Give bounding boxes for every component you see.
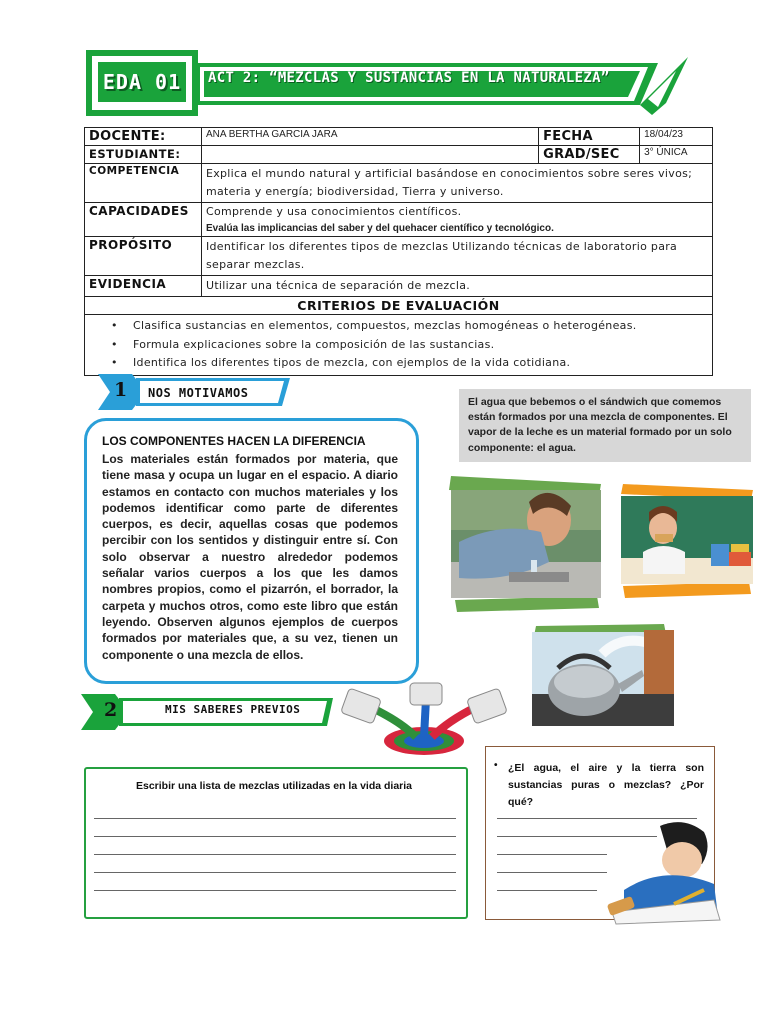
fecha-label: FECHA — [539, 128, 640, 146]
criterio-item: • Clasifica sustancias en elementos, compuestos, mezclas homogéneas o heterogéneas. — [133, 317, 712, 336]
evidencia-value: Utilizar una técnica de separación de mezcla. — [201, 276, 712, 297]
answer-line[interactable] — [94, 854, 456, 855]
answer-line[interactable] — [94, 872, 456, 873]
activity-title: ACT 2: “MEZCLAS Y SUSTANCIAS EN LA NATURALEZA” — [208, 70, 610, 86]
answer-line[interactable] — [497, 818, 697, 819]
answer-line[interactable] — [94, 890, 456, 891]
answer-line[interactable] — [497, 872, 607, 873]
criterio-item: • Identifica los diferentes tipos de mezcla, con ejemplos de la vida cotidiana. — [133, 354, 712, 373]
section2-number: 2 — [104, 699, 118, 721]
proposito-value: Identificar los diferentes tipos de mezclas Utilizando técnicas de laboratorio para separar mezclas. — [201, 237, 712, 276]
info-table — [84, 127, 713, 376]
criterios-list — [85, 315, 712, 375]
docente-label: DOCENTE: — [85, 128, 202, 146]
section2-title: MIS SABERES PREVIOS — [165, 703, 301, 716]
eda-badge-label: EDA 01 — [98, 62, 186, 102]
boy-drinking-photo — [449, 472, 604, 614]
estudiante-label: ESTUDIANTE: — [85, 146, 202, 164]
capacidades-value-1: Comprende y usa conocimientos científicos. — [205, 205, 462, 218]
girl-eating-photo — [619, 482, 755, 600]
answer-line[interactable] — [497, 854, 607, 855]
answer-line[interactable] — [94, 836, 456, 837]
note-text: El agua que bebemos o el sándwich que comemos están formados por una mezcla de componentes. El vapor de la leche es un material formado por un solo componente: el agua. — [468, 396, 732, 454]
capacidades-value-2: Evalúa las implicancias del saber y del quehacer científico y tecnológico. — [205, 223, 554, 234]
task2-bullet: • — [494, 760, 498, 771]
section1-title: NOS MOTIVAMOS — [148, 386, 249, 400]
reading-body: Los materiales están formados por materia, que tiene masa y ocupa un lugar en el espacio. A diario estamos en contacto con muchos materiales y los podemos identificar como parte de diferentes cuerpos, es decir, aquellas cosas que podemos percibir con los sentidos y distinguir entre sí. Con solo observar a nuestro alrededor podemos señalar varios cuerpos a los que les damos nombres propios, como el pizarrón, el borrador, la carpeta y muchos otros, como este libro que están leyendo. Observen algunos ejemplos de cuerpos formados por materiales que, a su vez, tienen un componente o una mezcla de ellos. — [102, 452, 398, 662]
proposito-label: PROPÓSITO — [85, 237, 202, 276]
gradsec-value: 3° ÚNICA — [640, 146, 713, 164]
student-writing-illustration — [604, 820, 722, 926]
paint-buckets-illustration — [340, 681, 508, 759]
answer-line[interactable] — [497, 890, 597, 891]
task1-title: Escribir una lista de mezclas utilizadas en la vida diaria — [135, 780, 413, 792]
competencia-value: Explica el mundo natural y artificial basándose en conocimientos sobre seres vivos; materia y energía; biodiversidad, Tierra y universo. — [201, 164, 712, 203]
capacidades-label: CAPACIDADES — [85, 203, 202, 237]
criterio-item: • Formula explicaciones sobre la composición de las sustancias. — [133, 336, 712, 355]
criterios-cell — [85, 315, 713, 376]
kettle-photo — [532, 624, 675, 727]
estudiante-field[interactable] — [201, 146, 538, 164]
competencia-label: COMPETENCIA — [85, 164, 202, 203]
evidencia-label: EVIDENCIA — [85, 276, 202, 297]
section1-number: 1 — [114, 379, 128, 401]
answer-line[interactable] — [94, 818, 456, 819]
reading-title: LOS COMPONENTES HACEN LA DIFERENCIA — [102, 434, 366, 448]
task2-question: ¿El agua, el aire y la tierra son sustancias puras o mezclas? ¿Por qué? — [508, 762, 704, 808]
activity-title-banner — [196, 55, 690, 117]
gradsec-label: GRAD/SEC — [539, 146, 640, 164]
criterios-header: CRITERIOS DE EVALUACIÓN — [85, 297, 713, 315]
capacidades-cell — [201, 203, 712, 237]
docente-value: ANA BERTHA GARCIA JARA — [201, 128, 538, 146]
fecha-value: 18/04/23 — [640, 128, 713, 146]
